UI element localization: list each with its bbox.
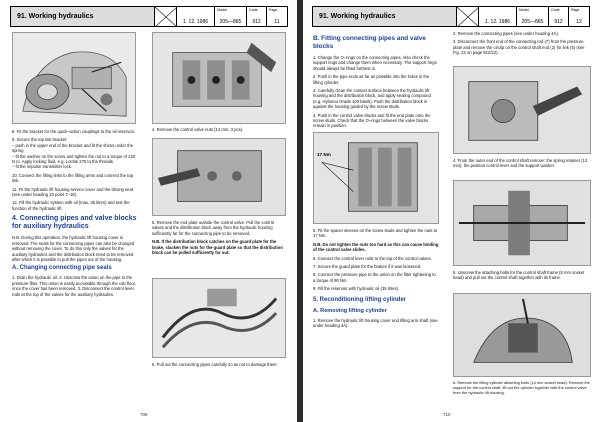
header-date-cell [479, 7, 517, 26]
page-value: 12 [576, 19, 582, 25]
figure-valve-nuts-photo [313, 132, 439, 224]
step-text: 2. Push in the pipe ends as far as possible into the holes in the lifting cylinder. [313, 74, 430, 85]
right-col1-text-b [313, 228, 439, 331]
step-text: 5. Remove the end plate outside the control valve. Pull the control valves and the distribution block away from the hydraulic housing sufficiently far for the connecting pipe to be removed. [152, 220, 274, 236]
heading-reconditioning: 5. Reconditioning lifting cylinder [313, 296, 407, 303]
step-text: 9. Secure the top link bracket: – push in the upper end of the bracket and fit the shims under the spring – fit the washer on the screw and tighten the nut to a torque of 220 N m. Apply locking fluid, e.g. Loctite 270 to the threads – fit the impulse transmitter lock. [12, 137, 136, 170]
right-col2-text-a [453, 31, 591, 59]
step-text: 4. From the outer end of the control shaft remove: the spring retainer (13 mm), the position control lever and the support washer. [453, 158, 588, 169]
step-text: 1. Drain the hydraulic oil. 2. Unscrew the union on the pipe to the pressure filter. This union is easily accessible through the cab floor, once the cover has been removed. 3. Disconnect the control lever rods at the top of the valves for the auxiliary hydraulics. [12, 275, 136, 297]
subheading-removing-cylinder: A. Removing lifting cylinder [313, 307, 387, 314]
header-page-cell [569, 7, 589, 26]
step-text: 2. Remove the connecting pipes (see under heading 4A). [453, 31, 559, 36]
code-label: Code [551, 8, 560, 12]
subheading-changing-seals: A. Changing connecting pipe seals [12, 265, 112, 272]
figure-connecting-rod-photo [453, 66, 591, 154]
model-value: 205—865 [521, 19, 544, 25]
torque-label: 17 Nm [317, 152, 331, 157]
section-title: 91. Working hydraulics [11, 7, 155, 26]
header-code-cell [549, 7, 569, 26]
code-value: 912 [252, 19, 261, 25]
step-text: 5. Fit the spacer sleeves on the screw studs and tighten the nuts to 17 Nm. [313, 228, 438, 239]
nb-text: N.B. If the distribution block catches on the guard plate for the brake, slacken the nuts for the guard plate so that the distribution block can be pulled sufficiently far out. [152, 239, 283, 256]
step-text: 10. Connect the lifting links to the lifting arms and connect the top link. [12, 172, 134, 184]
left-col2-text-b [152, 220, 286, 258]
step-text: 8. Fit the bracket for the quick–action couplings to the oil reservoir. [12, 129, 135, 134]
figure-lifting-cylinder-photo [453, 293, 591, 377]
step-text: 9. Fill the reservoir with hydraulic oil (35 litres). [313, 286, 400, 292]
model-label: Model [519, 8, 529, 12]
page-label: Page [269, 8, 278, 12]
figure-control-shaft-photo [453, 180, 591, 266]
step-text: 3. Disconnect the front end of the connecting rod (7) from the pressure plate and remove the circlip on the control shaft end (2) for link (5) (see Fig. 22 on page 912/22). [453, 39, 585, 56]
nb-text: N.B. During this operation, the hydraulic lift housing cover is removed. The seals for the connecting pipes can also be changed without removing the cover. To do this only the valves for the auxiliary hydraulics and the distribution block need to be removed after which it is possible to pull the pipes out of the housing. [12, 235, 135, 262]
page-number: 710 [443, 412, 451, 417]
figure-tractor-rear-photo [12, 32, 136, 124]
page-header-left [10, 6, 288, 27]
header-model-cell [215, 7, 247, 26]
left-page [0, 0, 297, 422]
step-text: 11. Fit the hydraulic lift housing service cover and the driving seat (see under heading 20 point 7–18). [12, 186, 133, 198]
right-col1-text-a [313, 31, 439, 132]
step-text: 6. Remove the lifting cylinder attaching bolts (14 mm socket head). Remove the support for the control shaft, lift out the cylinder together with the control valve from the hydraulic lift housing. [453, 380, 590, 395]
step-text: 8. Connect the pressure pipe to the union on the filter tightening to a torque of 90 Nm. [313, 272, 436, 283]
code-label: Code [249, 8, 258, 12]
right-col2-text-b [453, 158, 591, 172]
code-value: 912 [554, 19, 563, 25]
step-text: 6. Connect the control lever rods to the top of the control valves. [313, 255, 432, 261]
section-title: 91. Working hydraulics [313, 7, 457, 26]
page-header-right [312, 6, 590, 27]
header-code-cell [247, 7, 267, 26]
header-date: 1. 12. 1986 [484, 19, 511, 25]
nb-text: N.B. Do not tighten the nuts too hard as this can cause binding of the control valve slides. [313, 241, 439, 253]
heading-connecting-pipes: 4. Connecting pipes and valve blocks for auxiliary hydraulics [12, 215, 137, 231]
right-col2-text-d [453, 381, 591, 398]
model-label: Model [217, 8, 227, 12]
left-col-text [12, 129, 138, 300]
header-model-cell [517, 7, 549, 26]
figure-connecting-pipes-photo [152, 278, 286, 358]
page-value: 11 [274, 19, 280, 25]
header-date: 1. 12. 1986 [182, 19, 209, 25]
page-number: 709 [140, 412, 148, 417]
step-text: 12. Fill the hydraulic system with oil (max. 35 litres) and test the function of the hydraulic lift. [12, 200, 130, 211]
left-col2-text-c [152, 362, 286, 370]
step-text: 6. Pull out the connecting pipes carefully so as not to damage them. [152, 362, 278, 367]
header-cross-box [155, 7, 177, 26]
step-text: 4. Remove the control valve nuts (14 mm, 3 pcs). [152, 127, 244, 132]
step-text: 4. Push in the control valve blocks and fit the end plate onto the screw studs. Check that the O–rings between the valve blocks remain in position. [313, 112, 431, 129]
right-page [303, 0, 600, 422]
page-label: Page [571, 8, 580, 12]
step-text: 1. Remove the hydraulic lift housing cover and lifting arm shaft (see under heading 3A). [313, 317, 438, 329]
step-text: 3. Carefully clean the contact surface between the hydraulic lift housing and the distribution block, and apply sealing compound (e.g. Hylomar Grade 100 blank). Push the distribution block in against the housing guided by the screw studs. [313, 88, 431, 110]
figure-end-plate-photo [152, 138, 286, 216]
right-col2-text-c [453, 270, 591, 284]
step-text: 1. Change the O–rings on the connecting pipes. Also check the support rings and change them when necessary. The support rings should always be fitted furthest in. [313, 55, 437, 71]
header-date-cell [177, 7, 215, 26]
figure-control-valve-photo [152, 32, 286, 124]
step-text: 7. Secure the guard plate for the brakes if it was loosened. [313, 264, 422, 270]
step-text: 5. Unscrew the attaching bolts for the control shaft frame (8 mm socket head) and pull out the control shaft together with its frame. [453, 270, 585, 281]
heading-fitting-pipes: B. Fitting connecting pipes and valve blocks [313, 35, 426, 50]
header-page-cell [267, 7, 287, 26]
left-col2-text-a [152, 127, 286, 135]
model-value: 205—865 [219, 19, 242, 25]
header-cross-box [457, 7, 479, 26]
